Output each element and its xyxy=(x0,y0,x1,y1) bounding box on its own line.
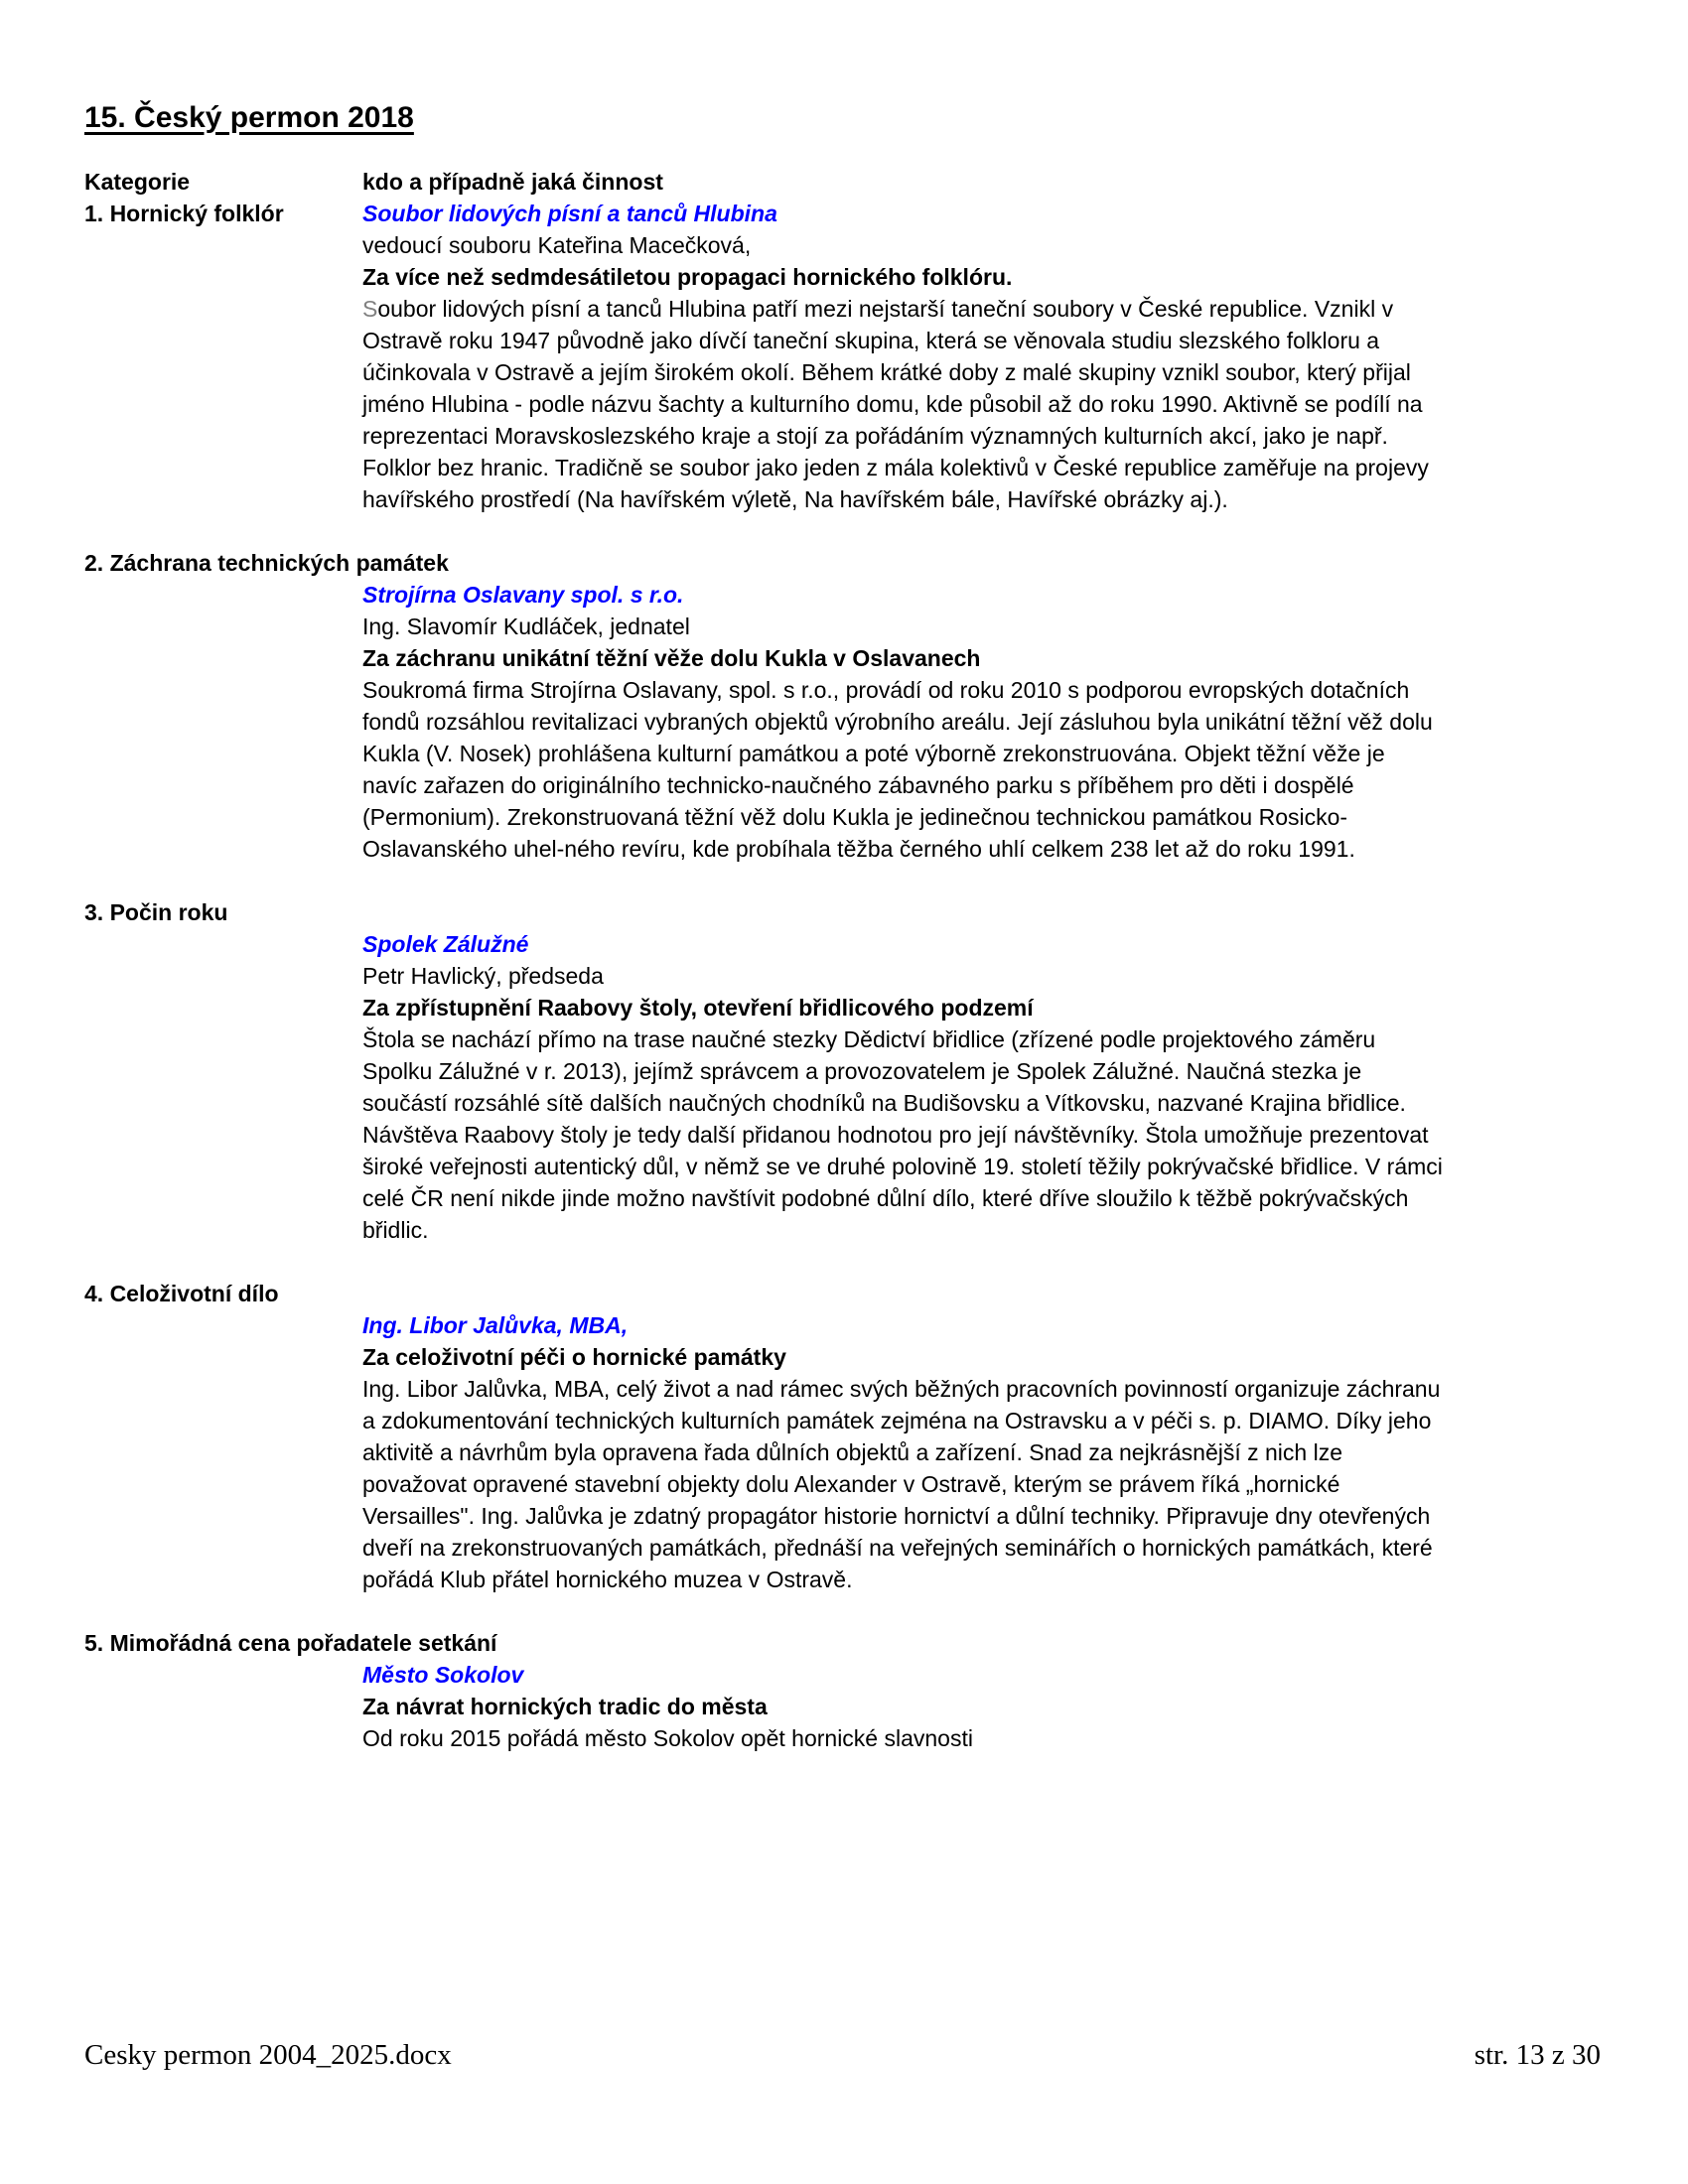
section-2-recipient: Strojírna Oslavany spol. s r.o. xyxy=(362,582,684,608)
section-1-body xyxy=(362,198,1445,515)
footer-page-number: str. 13 z 30 xyxy=(1474,2039,1601,2071)
section-2-body xyxy=(362,579,1445,865)
section-2 xyxy=(84,547,1604,865)
document-content xyxy=(84,0,1604,1754)
section-4-body xyxy=(362,1309,1445,1595)
section-3-merit: Za zpřístupnění Raabovy štoly, otevření břidlicového podzemí xyxy=(362,995,1034,1021)
section-1-merit: Za více než sedmdesátiletou propagaci hornického folklóru. xyxy=(362,264,1013,290)
section-1-description xyxy=(362,293,1445,515)
page-footer xyxy=(84,2037,1601,2073)
column-header-who: kdo a případně jaká činnost xyxy=(362,169,663,195)
section-5 xyxy=(84,1627,1604,1754)
section-3-body xyxy=(362,928,1445,1246)
section-1-recipient: Soubor lidových písní a tanců Hlubina xyxy=(362,201,777,226)
table-header-row xyxy=(84,166,1604,198)
footer-filename: Cesky permon 2004_2025.docx xyxy=(84,2039,452,2071)
section-5-description: Od roku 2015 pořádá město Sokolov opět hornické slavnosti xyxy=(362,1725,973,1751)
section-1-person: vedoucí souboru Kateřina Macečková, xyxy=(362,232,752,258)
page-title: 15. Český permon 2018 xyxy=(84,101,414,134)
section-3-recipient: Spolek Zálužné xyxy=(362,931,529,957)
section-5-recipient: Město Sokolov xyxy=(362,1662,524,1688)
column-header-category: Kategorie xyxy=(84,169,191,195)
section-4 xyxy=(84,1278,1604,1595)
section-3-heading: 3. Počin roku xyxy=(84,899,228,925)
section-5-merit: Za návrat hornických tradic do města xyxy=(362,1694,768,1719)
section-3-person: Petr Havlický, předseda xyxy=(362,963,604,989)
section-1-description-text: oubor lidových písní a tanců Hlubina patří mezi nejstarší taneční soubory v České republice. Vznikl v Ostravě roku 1947 původně jako dívčí taneční skupina, která se věnovala studiu slezského folkloru a účinkovala v Ostravě a jejím širokém okolí. Během krátké doby z malé skupiny vznikl soubor, který přijal jméno Hlubina - podle názvu šachty a kulturního domu, kde působil až do roku 1990. Aktivně se podílí na reprezentaci Moravskoslezského kraje a stojí za pořádáním významných kulturních akcí, jako je např. Folklor bez hranic. Tradičně se soubor jako jeden z mála kolektivů v České republice zaměřuje na projevy havířského prostředí (Na havířském výletě, Na havířském bále, Havířské obrázky aj.). xyxy=(362,296,1429,512)
section-1 xyxy=(84,198,1604,515)
section-2-person: Ing. Slavomír Kudláček, jednatel xyxy=(362,614,690,639)
section-2-merit: Za záchranu unikátní těžní věže dolu Kukla v Oslavanech xyxy=(362,645,981,671)
section-3-description: Štola se nachází přímo na trase naučné stezky Dědictví břidlice (zřízené podle projektového záměru Spolku Zálužné v r. 2013), jejímž správcem a provozovatelem je Spolek Zálužné. Naučná stezka je součástí rozsáhlé sítě dalších naučných chodníků na Budišovsku a Vítkovsku, nazvané Krajina břidlice. Návštěva Raabovy štoly je tedy další přidanou hodnotou pro její návštěvníky. Štola umožňuje prezentovat široké veřejnosti autentický důl, v němž se ve druhé polovině 19. století těžily pokrývačské břidlice. V rámci celé ČR není nikde jinde možno navštívit podobné důlní dílo, které dříve sloužilo k těžbě pokrývačských břidlic. xyxy=(362,1026,1443,1243)
section-4-recipient: Ing. Libor Jalůvka, MBA, xyxy=(362,1312,629,1338)
section-5-body xyxy=(362,1659,1445,1754)
section-1-category: 1. Hornický folklór xyxy=(84,201,284,226)
section-2-heading: 2. Záchrana technických památek xyxy=(84,550,449,576)
section-5-heading: 5. Mimořádná cena pořadatele setkání xyxy=(84,1630,497,1656)
section-1-lead-letter: S xyxy=(362,296,378,322)
section-3 xyxy=(84,896,1604,1246)
section-2-description: Soukromá firma Strojírna Oslavany, spol. s r.o., provádí od roku 2010 s podporou evropských dotačních fondů rozsáhlou revitalizaci vybraných objektů výrobního areálu. Její zásluhou byla unikátní těžní věž dolu Kukla (V. Nosek) prohlášena kulturní památkou a poté výborně zrekonstruována. Objekt těžní věže je navíc zařazen do originálního technicko-naučného zábavného parku s příběhem pro děti i dospělé (Permonium). Zrekonstruovaná těžní věž dolu Kukla je jedinečnou technickou památkou Rosicko-Oslavanského uhel-ného revíru, kde probíhala těžba černého uhlí celkem 238 let až do roku 1991. xyxy=(362,677,1433,862)
section-4-heading: 4. Celoživotní dílo xyxy=(84,1281,279,1306)
section-4-description: Ing. Libor Jalůvka, MBA, celý život a nad rámec svých běžných pracovních povinností organizuje záchranu a zdokumentování technických kulturních památek zejména na Ostravsku a v péči s. p. DIAMO. Díky jeho aktivitě a návrhům byla opravena řada důlních objektů a zařízení. Snad za nejkrásnější z nich lze považovat opravené stavební objekty dolu Alexander v Ostravě, kterým se právem říká „hornické Versailles". Ing. Jalůvka je zdatný propagátor historie hornictví a důlní techniky. Připravuje dny otevřených dveří na zrekonstruovaných památkách, přednáší na veřejných seminářích o hornických památkách, které pořádá Klub přátel hornického muzea v Ostravě. xyxy=(362,1376,1441,1592)
section-4-merit: Za celoživotní péči o hornické památky xyxy=(362,1344,786,1370)
